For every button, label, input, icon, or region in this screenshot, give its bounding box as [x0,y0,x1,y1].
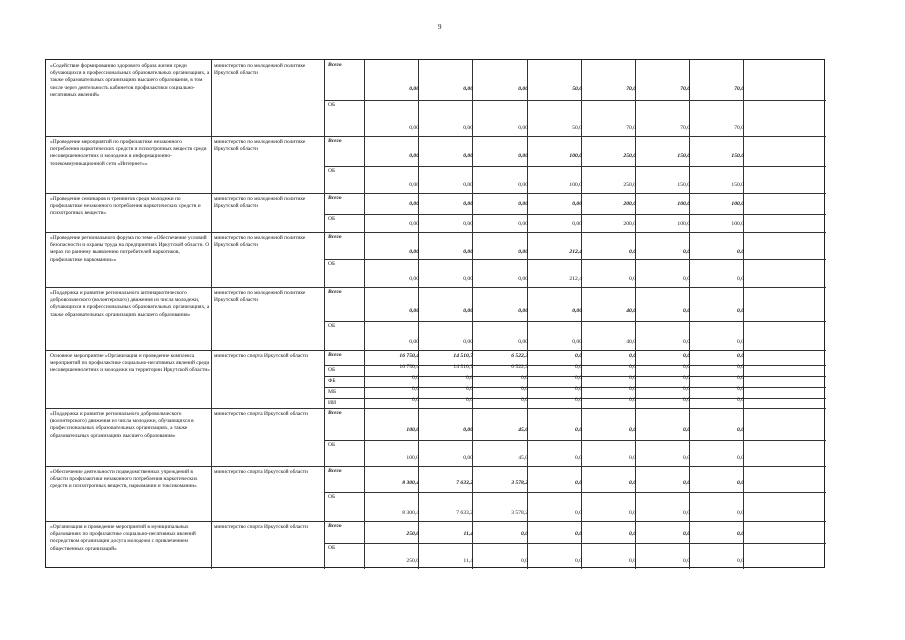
amount-cell: 0,0 [737,308,744,314]
amount-cell: 70,0 [626,125,636,131]
amount-cell: 3 578,2 [511,480,528,486]
row-divider [46,466,826,467]
amount-cell: 0,0 [629,375,636,381]
amount-cell: 0,00 [518,125,528,131]
amount-cell: 0,00 [409,339,419,345]
responsible-executor: министерство по молодежной политике Иркутской области [214,139,306,153]
amount-cell: 3 578,2 [511,510,528,516]
amount-cell: 0,0 [629,276,636,282]
amount-cell: 6 522,3 [511,353,528,359]
amount-cell: 0,0 [737,531,744,537]
amount-cell: 0,0 [521,386,528,392]
funding-source-label: МБ [328,389,337,395]
amount-cell: 0,0 [466,375,473,381]
row-divider [46,136,826,137]
amount-cell: 0,0 [737,427,744,433]
funding-source-label: ОБ [328,367,336,373]
funding-source-label: ОБ [328,216,336,222]
amount-cell: 200,0 [623,201,636,207]
amount-cell: 0,00 [409,221,419,227]
amount-cell: 200,0 [623,221,636,227]
amount-cell: 0,0 [575,397,582,403]
amount-cell: 0,00 [409,125,419,131]
amount-cell: 0,0 [521,397,528,403]
row-divider [46,287,826,288]
amount-cell: 0,00 [518,201,528,207]
amount-cell: 7 633,2 [456,510,473,516]
amount-cell: 70,0 [626,86,636,92]
amount-cell: 0,0 [683,375,690,381]
amount-cell: 212,4 [569,276,582,282]
amount-cell: 0,00 [572,221,582,227]
source-divider [324,321,826,322]
amount-cell: 150,0 [677,153,690,159]
funding-source-label: Всего [328,62,342,68]
amount-cell: 0,0 [737,480,744,486]
amount-cell: 0,0 [737,455,744,461]
amount-cell: 0,0 [683,510,690,516]
funding-source-label: Всего [328,468,342,474]
amount-cell: 0,0 [466,397,473,403]
amount-cell: 0,00 [463,427,473,433]
amount-cell: 0,0 [683,364,690,370]
amount-cell: 0,00 [518,249,528,255]
amount-cell: 0,0 [683,480,690,486]
amount-cell: 0,00 [409,308,419,314]
amount-cell: 0,0 [683,558,690,564]
amount-cell: 250,0 [406,558,419,564]
measure-description: Основное мероприятие «Организация и проведение комплекса мероприятий по профилактике социально-негативных явлений среди несовершеннолетних и молодежи на территории Иркутской области» [50,353,210,374]
source-divider [324,214,826,215]
amount-cell: 0,0 [575,375,582,381]
amount-cell: 11,4 [463,558,473,564]
amount-cell: 0,00 [572,339,582,345]
responsible-executor: министерство по молодежной политике Иркутской области [214,63,306,77]
amount-cell: 0,0 [683,353,690,359]
funding-source-label: Всего [328,138,342,144]
amount-cell: 0,00 [572,308,582,314]
responsible-executor: министерство спорта Иркутской области [214,524,308,530]
funding-source-label: Всего [328,289,342,295]
funding-source-label: Всего [328,195,342,201]
amount-cell: 0,0 [575,364,582,370]
amount-cell: 0,0 [412,397,419,403]
amount-cell: 0,0 [629,427,636,433]
amount-cell: 0,00 [409,153,419,159]
amount-cell: 100,0 [569,153,582,159]
amount-cell: 0,0 [683,249,690,255]
funding-source-label: Всего [328,234,342,240]
amount-cell: 0,00 [409,201,419,207]
amount-cell: 40,0 [626,339,636,345]
funding-source-label: ОБ [328,102,336,108]
amount-cell: 0,00 [463,339,473,345]
amount-cell: 0,00 [463,182,473,188]
amount-cell: 0,00 [518,339,528,345]
amount-cell: 100,0 [677,221,690,227]
amount-cell: 0,0 [683,386,690,392]
amount-cell: 0,0 [683,308,690,314]
amount-cell: 0,0 [629,249,636,255]
source-divider [324,166,826,167]
funding-source-label: Всего [328,410,342,416]
amount-cell: 100,0 [406,455,419,461]
source-divider [324,259,826,260]
amount-cell: 0,00 [518,276,528,282]
amount-cell: 212,4 [569,249,582,255]
measure-description: «Поддержка и развитие регионального антинаркотического добровольческого (волонтерского) движения из числа молодежи, обучающихся в профессиональных образовательных организациях, а также образовательных организациях высшего образования» [50,290,210,318]
amount-cell: 0,0 [575,480,582,486]
amount-cell: 150,0 [731,182,744,188]
amount-cell: 0,00 [463,201,473,207]
amount-cell: 70,0 [734,125,744,131]
amount-cell: 50,0 [572,125,582,131]
amount-cell: 0,0 [575,386,582,392]
amount-cell: 0,00 [463,125,473,131]
amount-cell: 0,0 [629,364,636,370]
funding-source-label: ОБ [328,442,336,448]
amount-cell: 0,0 [737,364,744,370]
amount-cell: 250,0 [623,153,636,159]
responsible-executor: министерство спорта Иркутской области [214,353,308,359]
amount-cell: 0,0 [521,558,528,564]
amount-cell: 100,0 [677,201,690,207]
responsible-executor: министерство по молодежной политике Иркутской области [214,235,306,249]
funding-source-label: ИИ [328,400,337,406]
amount-cell: 0,0 [629,531,636,537]
amount-cell: 0,0 [575,558,582,564]
budget-table [45,59,825,568]
amount-cell: 8 300,4 [402,480,419,486]
amount-cell: 0,0 [629,558,636,564]
amount-cell: 100,0 [569,182,582,188]
measure-description: «Организация и проведение мероприятий в муниципальных образованиях по профилактике социально-негативных явлений посредством организации досуга молодежи с привлечением общественных организаций» [50,524,196,552]
amount-cell: 0,0 [629,386,636,392]
responsible-executor: министерство спорта Иркутской области [214,411,308,417]
amount-cell: 0,0 [575,531,582,537]
amount-cell: 0,0 [737,276,744,282]
amount-cell: 0,0 [683,276,690,282]
page-number: 9 [438,23,442,31]
amount-cell: 70,0 [680,125,690,131]
amount-cell: 0,00 [518,182,528,188]
amount-cell: 16 750,4 [399,364,419,370]
amount-cell: 40,0 [626,308,636,314]
row-divider [46,521,826,522]
amount-cell: 0,0 [737,249,744,255]
funding-source-label: ОБ [328,168,336,174]
amount-cell: 11,4 [463,531,473,537]
row-divider [46,408,826,409]
measure-description: «Содействие формированию здорового образа жизни среди обучающихся в профессиональных образовательных организациях, а также образовательных организациях высшего образования, в том числе через деятельность кабинетов профилактики социально-негативных явлений» [50,63,210,98]
responsible-executor: министерство по молодежной политике Иркутской области [214,196,306,210]
amount-cell: 250,0 [623,182,636,188]
amount-cell: 0,0 [575,353,582,359]
measure-description: «Обеспечение деятельности подведомственных учреждений в области профилактики незаконного потребления наркотических средств и психотропных веществ, наркомании и токсикомании» [50,469,198,490]
responsible-executor: министерство по молодежной политике Иркутской области [214,290,306,304]
amount-cell: 0,0 [683,531,690,537]
amount-cell: 0,0 [629,353,636,359]
amount-cell: 0,0 [629,455,636,461]
amount-cell: 0,00 [572,201,582,207]
row-divider [46,350,826,351]
amount-cell: 0,0 [575,455,582,461]
source-divider [324,440,826,441]
amount-cell: 0,00 [518,153,528,159]
amount-cell: 0,0 [737,339,744,345]
amount-cell: 0,00 [518,221,528,227]
amount-cell: 70,0 [680,86,690,92]
amount-cell: 16 750,4 [399,353,419,359]
amount-cell: 0,0 [737,558,744,564]
amount-cell: 0,00 [463,249,473,255]
amount-cell: 0,00 [463,308,473,314]
amount-cell: 8 300,4 [402,510,419,516]
amount-cell: 0,00 [463,86,473,92]
source-divider [324,492,826,493]
funding-source-label: ОБ [328,545,336,551]
amount-cell: 0,0 [737,386,744,392]
amount-cell: 0,0 [466,386,473,392]
amount-cell: 0,0 [683,397,690,403]
amount-cell: 0,00 [463,153,473,159]
amount-cell: 250,0 [406,531,419,537]
amount-cell: 0,00 [518,86,528,92]
amount-cell: 0,0 [737,397,744,403]
amount-cell: 100,0 [406,427,419,433]
measure-description: «Проведение регионального форума по теме «Обеспечение условий безопасности и охраны труда на предприятиях Иркутской области. О мерах по раннему выявлению потребителей наркотиков, профилактике наркомании»» [50,235,210,263]
amount-cell: 6 522,3 [511,364,528,370]
measure-description: «Проведение семинаров и тренингов среди молодежи по профилактике незаконного потребления наркотических средств и психотропных веществ» [50,196,201,217]
amount-cell: 150,0 [731,153,744,159]
measure-description: «Проведение мероприятий по профилактике незаконного потребления наркотических средств и психотропных веществ среди несовершеннолетних и молодежи в информационно-телекоммуникационной сети «Интернет»» [50,139,207,167]
amount-cell: 70,0 [734,86,744,92]
row-divider [46,232,826,233]
source-divider [324,543,826,544]
amount-cell: 0,00 [463,455,473,461]
amount-cell: 100,0 [731,221,744,227]
amount-cell: 0,0 [521,375,528,381]
amount-cell: 0,0 [737,510,744,516]
amount-cell: 45,0 [518,455,528,461]
amount-cell: 14 510,7 [453,353,473,359]
responsible-executor: министерство спорта Иркутской области [214,469,308,475]
amount-cell: 100,0 [731,201,744,207]
funding-source-label: ОБ [328,261,336,267]
funding-source-label: Всего [328,352,342,358]
source-divider [324,100,826,101]
measure-description: «Поддержка и развитие регионального добровольческого (волонтерского) движения из числа молодежи, обучающихся в профессиональных образовательных организациях, а также образовательных организациях высшего образования» [50,411,194,439]
row-divider [46,193,826,194]
amount-cell: 0,0 [412,386,419,392]
funding-source-label: ФБ [328,378,336,384]
amount-cell: 14 510,7 [453,364,473,370]
amount-cell: 45,0 [518,427,528,433]
amount-cell: 0,0 [575,510,582,516]
amount-cell: 7 633,2 [456,480,473,486]
amount-cell: 0,00 [463,276,473,282]
amount-cell: 0,0 [737,375,744,381]
amount-cell: 0,0 [521,531,528,537]
amount-cell: 0,0 [737,353,744,359]
amount-cell: 0,00 [409,249,419,255]
amount-cell: 150,0 [677,182,690,188]
funding-source-label: ОБ [328,494,336,500]
amount-cell: 0,0 [683,427,690,433]
amount-cell: 0,0 [629,397,636,403]
amount-cell: 0,0 [683,339,690,345]
amount-cell: 0,0 [683,455,690,461]
amount-cell: 0,00 [409,182,419,188]
amount-cell: 0,00 [463,221,473,227]
amount-cell: 0,0 [629,510,636,516]
amount-cell: 0,00 [409,86,419,92]
amount-cell: 0,0 [629,480,636,486]
amount-cell: 0,0 [412,375,419,381]
funding-source-label: ОБ [328,323,336,329]
amount-cell: 0,00 [518,308,528,314]
funding-source-label: Всего [328,523,342,529]
amount-cell: 50,0 [572,86,582,92]
amount-cell: 0,0 [575,427,582,433]
amount-cell: 0,00 [409,276,419,282]
